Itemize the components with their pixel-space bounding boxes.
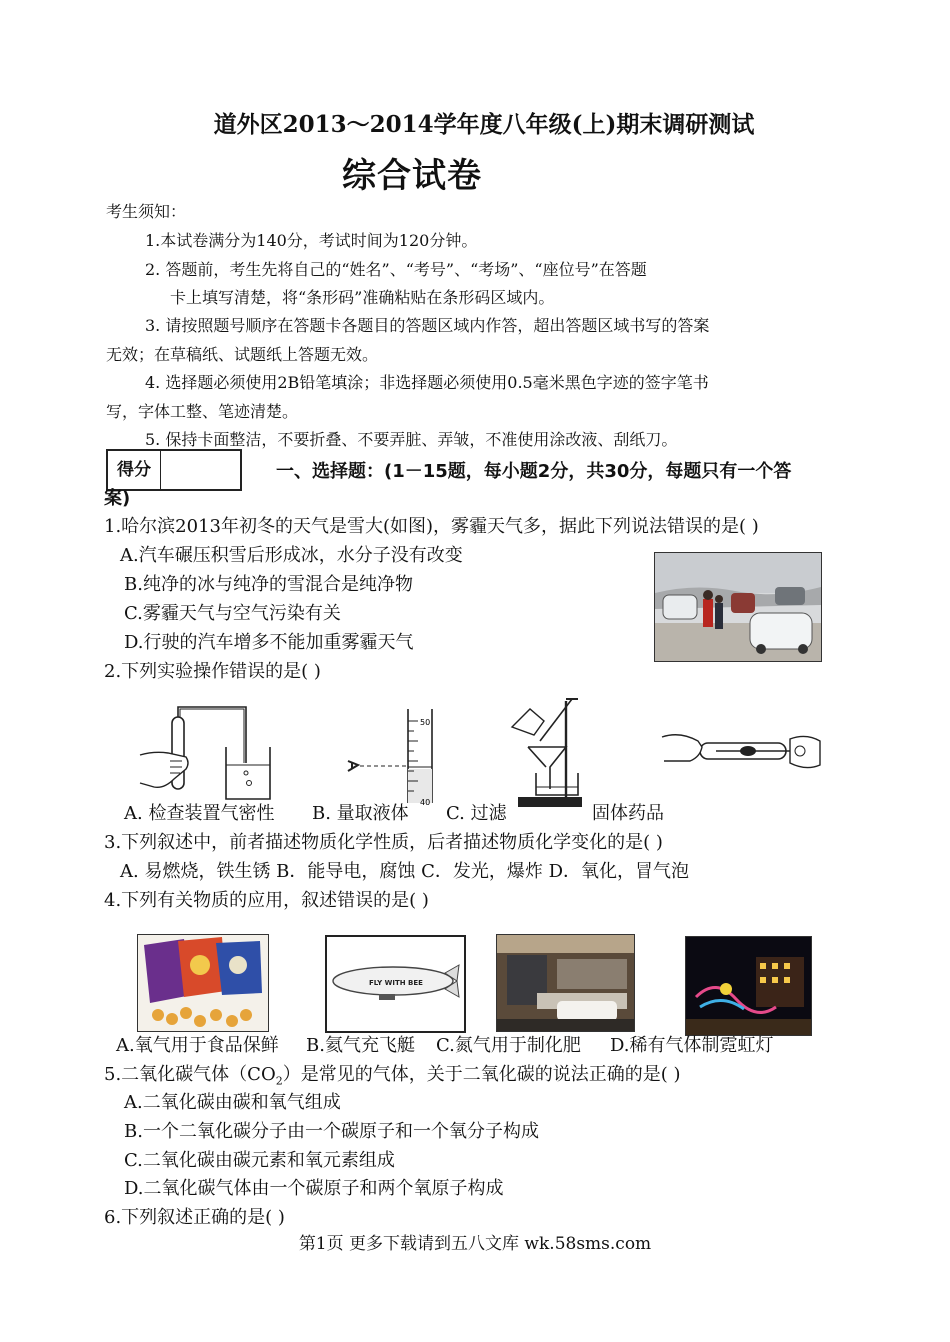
- q4-caption-d: D.稀有气体制霓虹灯: [610, 1035, 774, 1056]
- neon-lights-photo: [685, 936, 812, 1036]
- q2-caption-b: B. 量取液体: [312, 803, 409, 824]
- notice-item-4: 4. 选择题必须使用2B铅笔填涂；非选择题必须使用0.5毫米黑色字迹的签字笔书: [145, 373, 709, 392]
- score-label: 得分: [108, 451, 161, 489]
- notice-item-2: 2. 答题前，考生先将自己的“姓名”、“考号”、“考场”、“座位号”在答题: [145, 260, 647, 279]
- notice-item-5: 5. 保持卡面整洁，不要折叠、不要弄脏、弄皱，不准使用涂改液、刮纸刀。: [145, 430, 678, 449]
- q2-caption-c: C. 过滤: [446, 803, 507, 824]
- svg-text:40: 40: [420, 798, 431, 807]
- snow-traffic-photo: [654, 552, 822, 662]
- exam-title: 道外区2013～2014学年度八年级(上)期末调研测试: [213, 111, 755, 138]
- exam-subtitle: 综合试卷: [342, 156, 482, 196]
- q1-option-d: D.行驶的汽车增多不能加重雾霾天气: [124, 632, 414, 653]
- q1-option-c: C.雾霾天气与空气污染有关: [124, 603, 341, 624]
- q4-stem: 4.下列有关物质的应用，叙述错误的是( ): [104, 890, 429, 911]
- notice-item-1: 1.本试卷满分为140分，考试时间为120分钟。: [145, 231, 478, 250]
- q5-option-b: B.一个二氧化碳分子由一个碳原子和一个氧分子构成: [124, 1121, 539, 1142]
- q5-stem-start: 5.二氧化碳气体（CO: [104, 1064, 276, 1085]
- q4-caption-b: B.氦气充飞艇: [306, 1035, 415, 1056]
- section-heading-cont: 案): [104, 488, 131, 509]
- q1-stem: 1.哈尔滨2013年初冬的天气是雪大(如图)，雾霾天气多，据此下列说法错误的是( ): [104, 516, 759, 537]
- q6-stem: 6.下列叙述正确的是( ): [104, 1207, 285, 1228]
- snack-bags-photo: [137, 934, 269, 1032]
- q5-option-d: D.二氧化碳气体由一个碳原子和两个氧原子构成: [124, 1178, 504, 1199]
- q1-option-a: A.汽车碾压积雪后形成冰，水分子没有改变: [120, 545, 463, 566]
- notice-item-3: 3. 请按照题号顺序在答题卡各题目的答题区域内作答，超出答题区域书写的答案: [145, 316, 710, 335]
- airtight-check-figure: [134, 703, 284, 805]
- notice-item-4-cont: 写，字体工整、笔迹清楚。: [106, 402, 299, 421]
- filtration-figure: [506, 697, 598, 811]
- q4-caption-c: C.氮气用于制化肥: [436, 1035, 581, 1056]
- notice-item-2-cont: 卡上填写清楚，将“条形码”准确粘贴在条形码区域内。: [170, 288, 555, 307]
- q5-option-a: A.二氧化碳由碳和氧气组成: [124, 1092, 341, 1113]
- q5-option-c: C.二氧化碳由碳元素和氧元素组成: [124, 1150, 395, 1171]
- q3-options: A. 易燃烧，铁生锈 B．能导电，腐蚀 C．发光，爆炸 D．氧化，冒气泡: [120, 861, 690, 882]
- q1-option-b: B.纯净的冰与纯净的雪混合是纯净物: [124, 574, 413, 595]
- q5-stem-end: ）是常见的气体，关于二氧化碳的说法正确的是( ): [282, 1064, 681, 1085]
- blimp-photo: [325, 935, 466, 1033]
- q2-caption-d: 固体药品: [592, 803, 664, 824]
- measuring-cylinder-figure: [342, 707, 442, 807]
- notice-heading: 考生须知：: [106, 202, 187, 221]
- q3-stem: 3.下列叙述中，前者描述物质化学性质，后者描述物质化学变化的是( ): [104, 832, 663, 853]
- fertilizer-factory-photo: [496, 934, 635, 1032]
- blimp-text: FLY WITH BEE: [369, 979, 423, 987]
- svg-text:50: 50: [420, 718, 431, 727]
- q2-caption-a: A. 检查装置气密性: [124, 803, 275, 824]
- notice-item-3-cont: 无效；在草稿纸、试题纸上答题无效。: [106, 345, 379, 364]
- q4-caption-a: A.氧气用于食品保鲜: [116, 1035, 279, 1056]
- q5-stem: [104, 1060, 680, 1088]
- solid-reagent-figure: [660, 727, 822, 777]
- q5-subscript: 2: [275, 1074, 283, 1088]
- q2-stem: 2.下列实验操作错误的是( ): [104, 661, 321, 682]
- section-heading: 一、选择题：(1－15题，每小题2分，共30分，每题只有一个答: [276, 461, 792, 482]
- page-footer: 第1页 更多下载请到五八文库 wk.58sms.com: [298, 1234, 652, 1254]
